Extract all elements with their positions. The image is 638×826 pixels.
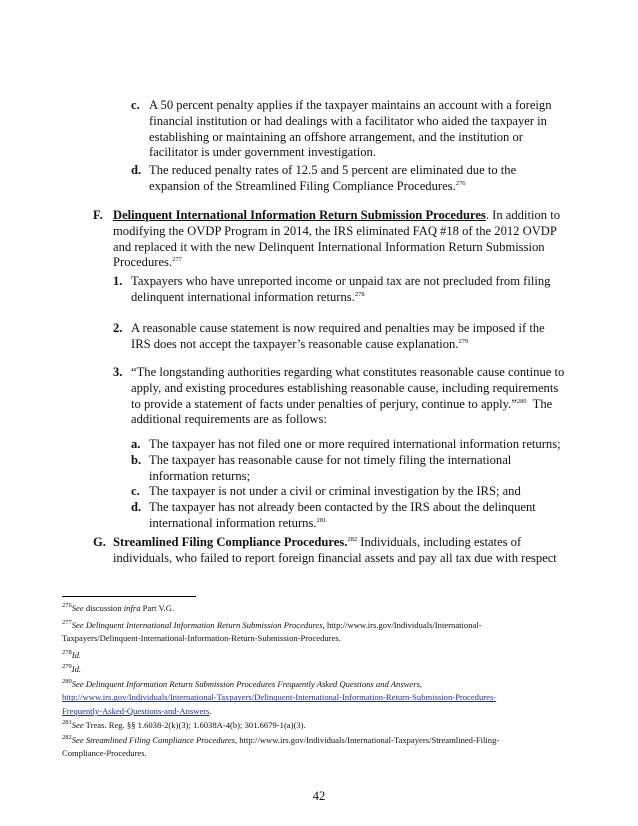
text-span: The	[526, 396, 553, 411]
footnote-text: Part V.G.	[140, 603, 175, 613]
text-line: modifying the OVDP Program in 2014, the IRS eliminated FAQ #18 of the 2012 OVDP	[113, 223, 557, 238]
list-label-3: 3.	[113, 365, 123, 379]
text-line	[113, 208, 583, 224]
footnote-text: .	[209, 705, 212, 716]
footnote-italic: Id.	[71, 650, 82, 660]
text-line: “The longstanding authorities regarding what constitutes reasonable cause continue to	[131, 365, 565, 379]
section-heading: Streamlined Filing Compliance Procedures.	[113, 535, 348, 549]
footnote-ref[interactable]: 277	[172, 256, 182, 264]
text-line: A reasonable cause statement is now required and penalties may be imposed if the	[131, 321, 545, 335]
text-line: Compliance-Procedures.	[62, 748, 147, 759]
text-line	[62, 705, 572, 718]
text-line	[62, 734, 572, 747]
text-span: Procedures.	[113, 255, 173, 270]
footnote-276	[62, 602, 572, 615]
text-line	[62, 691, 572, 704]
footnote-text: , http://www.irs.gov/Individuals/International-Taxpayers/Streamlined-Filing-	[235, 735, 500, 745]
footnote-ref[interactable]: 282	[347, 535, 358, 543]
text-span: delinquent international information returns.	[131, 289, 355, 304]
footnote-number: 276	[62, 602, 72, 610]
footnote-279	[62, 663, 572, 676]
footnote-ref[interactable]: 276	[455, 179, 466, 187]
section-heading: Delinquent International Information Return Submission Procedures	[113, 208, 486, 222]
footnote-ref[interactable]: 279	[458, 337, 469, 345]
footnote-number: 277	[62, 619, 72, 627]
list-item-2	[131, 321, 586, 353]
text-line: financial institution or had dealings with a facilitator who aided the taxpayer in	[149, 113, 547, 128]
text-line: information returns;	[149, 468, 251, 483]
text-line: establishing or maintaining an offshore arrangement, and the institution or	[149, 129, 523, 144]
text-line: and replaced it with the new Delinquent International Information Return Submission	[113, 239, 545, 254]
footnote-link[interactable]: Frequently-Asked-Questions-and-Answers	[62, 705, 210, 716]
text-span: expansion of the Streamlined Filing Compliance Procedures.	[149, 178, 456, 193]
text-span: to provide a statement of facts under penalties of perjury, continue to apply.”	[131, 396, 517, 411]
list-label-b: b.	[131, 452, 142, 467]
footnote-text: Treas. Reg. §§ 1.6038-2(k)(3); 1.6038A-4(b); 301.6679-1(a)(3).	[83, 720, 306, 730]
text-line: The taxpayer has reasonable cause for not timely filing the international	[149, 452, 512, 467]
list-item-d2	[131, 500, 601, 532]
list-label-a: a.	[131, 437, 141, 451]
footnote-number: 278	[62, 649, 72, 657]
footnote-text: discussion	[83, 603, 124, 613]
text-line	[131, 337, 586, 353]
text-line: The taxpayer has not already been contacted by the IRS about the delinquent	[149, 500, 536, 515]
text-line	[62, 678, 572, 691]
text-line: additional requirements are as follows:	[131, 412, 327, 427]
text-span: international information returns.	[149, 515, 317, 530]
footnote-278	[62, 649, 572, 662]
section-label-g: G.	[93, 535, 106, 549]
footnote-280	[62, 678, 572, 718]
list-label-c2: c.	[131, 484, 140, 499]
footnote-281	[62, 719, 572, 732]
text-line: The reduced penalty rates of 12.5 and 5 percent are eliminated due to the	[149, 163, 517, 177]
text-line	[113, 535, 588, 551]
footnote-ref[interactable]: 281	[316, 516, 327, 524]
text-span: IRS does not accept the taxpayer’s reasonable cause explanation.	[131, 336, 459, 351]
footnote-italic: See	[71, 603, 84, 613]
footnote-italic: See Delinquent Information Return Submission Procedures Frequently Asked Questions and Answers	[71, 679, 420, 689]
footnote-277	[62, 619, 572, 646]
footnote-italic: Id.	[71, 664, 82, 674]
section-g	[113, 535, 588, 567]
text-span: . In addition to	[485, 208, 560, 222]
list-item-a	[131, 437, 601, 453]
footnote-italic: See Delinquent International Information Return Submission Procedures,	[71, 620, 325, 630]
footnote-italic: See Streamlined Filing Compliance Procedures	[71, 735, 235, 745]
page-number: 42	[312, 789, 326, 803]
text-line: A 50 percent penalty applies if the taxpayer maintains an account with a foreign	[149, 98, 552, 112]
text-line: facilitator is under government investigation.	[149, 145, 376, 160]
text-line	[131, 397, 591, 413]
text-line: Taxpayers/Delinquent-International-Information-Return-Submission-Procedures.	[62, 633, 341, 644]
text-line	[149, 179, 589, 195]
sub-list	[131, 437, 601, 532]
text-line: Taxpayers who have unreported income or unpaid tax are not precluded from filing	[131, 274, 551, 288]
footnote-text: http://www.irs.gov/Individuals/International-	[324, 620, 482, 630]
footnote-italic: infra	[123, 603, 141, 613]
list-item-b	[131, 453, 601, 485]
footnote-number: 279	[62, 663, 72, 671]
text-line	[131, 290, 586, 306]
footnote-ref[interactable]: 278	[354, 290, 365, 298]
list-item-1	[131, 274, 586, 306]
list-label-d: d.	[131, 163, 142, 177]
text-line	[113, 255, 583, 271]
text-line	[149, 516, 601, 532]
text-span: Individuals, including estates of	[357, 535, 522, 549]
footnote-number: 280	[62, 678, 72, 686]
list-item-c	[149, 98, 589, 161]
section-f	[113, 208, 583, 271]
text-line: The taxpayer is not under a civil or criminal investigation by the IRS; and	[149, 484, 521, 499]
footnote-number: 282	[62, 734, 72, 742]
list-item-c2	[131, 484, 601, 500]
text-line: The taxpayer has not filed one or more required international information returns;	[149, 437, 561, 451]
list-label-2: 2.	[113, 321, 123, 335]
list-label-c: c.	[131, 98, 140, 112]
footnote-ref[interactable]: 280	[516, 397, 527, 405]
footnote-italic: See	[71, 720, 84, 730]
text-line	[62, 619, 572, 632]
text-line: apply, and existing procedures establishing reasonable cause, including requirements	[131, 380, 559, 395]
footnote-282	[62, 734, 572, 761]
list-item-3	[131, 365, 591, 428]
text-line: individuals, who failed to report foreign financial assets and pay all tax due with respect	[113, 550, 557, 565]
footnote-text: ,	[419, 679, 423, 689]
footnote-number: 281	[62, 719, 72, 727]
footnote-link[interactable]: http://www.irs.gov/Individuals/International-Taxpayers/Delinquent-International-Information-Return-Submission-Procedures-	[62, 692, 497, 703]
list-label-d2: d.	[131, 500, 142, 515]
list-item-d	[149, 163, 589, 195]
section-label-f: F.	[93, 208, 103, 222]
footnote-divider	[62, 596, 196, 597]
list-label-1: 1.	[113, 274, 123, 288]
